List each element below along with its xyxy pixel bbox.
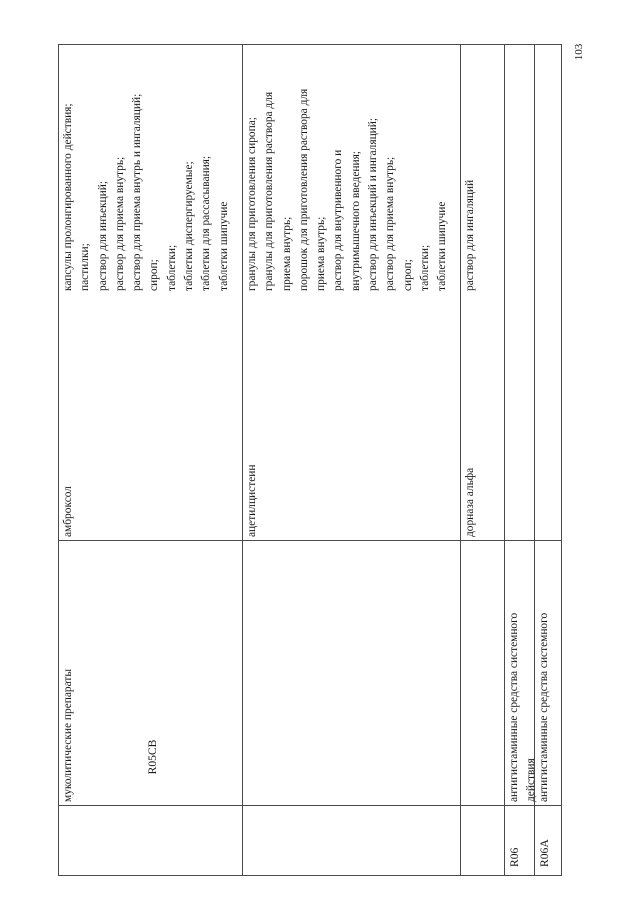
dosage-form-line: гранулы для приготовления сиропа;: [246, 117, 258, 291]
dosage-form-line: раствор для внутривенного и: [332, 149, 345, 291]
table-divider: [534, 44, 535, 876]
dosage-form-line: раствор для ингаляций: [464, 179, 476, 291]
atc-code-r06: R06: [508, 847, 521, 867]
group-name-line: действия: [525, 758, 538, 802]
page-number: 103: [573, 43, 585, 61]
dosage-form-line: приема внутрь;: [280, 216, 293, 291]
dosage-forms-ambroxol: [58, 44, 242, 294]
dosage-form-line: приема внутрь;: [315, 216, 328, 291]
dosage-form-line: таблетки шипучие: [217, 201, 230, 291]
drug-name-ambroxol: амброксол: [62, 486, 74, 537]
group-name-r06: [504, 540, 538, 805]
dosage-form-line: раствор для инъекций и ингаляций;: [367, 117, 380, 291]
dosage-form-line: раствор для приема внутрь;: [384, 156, 397, 291]
dosage-form-line: таблетки;: [165, 244, 178, 291]
dosage-form-line: сироп;: [148, 259, 161, 291]
dosage-form-line: пастилки;: [79, 243, 92, 291]
table-divider: [58, 540, 562, 541]
group-name-line: антигистаминные средства системного: [508, 612, 520, 802]
table-divider: [504, 44, 505, 876]
dosage-form-line: таблетки для рассасывания;: [200, 155, 213, 291]
dosage-form-line: внутримышечного введения;: [349, 151, 362, 291]
dosage-form-line: таблетки диспергируемые;: [183, 161, 196, 291]
drug-name-dornase-alfa: дорназа альфа: [464, 467, 476, 537]
dosage-form-line: таблетки;: [418, 244, 431, 291]
dosage-forms-acetylcysteine: [242, 44, 460, 294]
drug-name-acetylcysteine: ацетилцистеин: [246, 464, 258, 537]
dosage-form-line: сироп;: [401, 259, 414, 291]
group-name-r06a: [534, 540, 562, 805]
dosage-form-line: таблетки шипучие: [436, 201, 449, 291]
dosage-form-line: капсулы пролонгированного действия;: [62, 103, 74, 291]
dosage-form-line: раствор для приема внутрь;: [113, 156, 126, 291]
atc-code-r05cb: R05CB: [146, 739, 159, 775]
dosage-form-line: порошок для приготовления раствора для: [297, 88, 310, 291]
dosage-form-line: раствор для инъекций;: [96, 180, 109, 291]
dosage-form-line: раствор для приема внутрь и ингаляций;: [131, 93, 144, 291]
group-name-line: антигистаминные средства системного: [538, 612, 550, 802]
dosage-forms-dornase-alfa: [460, 44, 504, 294]
table-divider: [58, 805, 562, 806]
atc-code-r06a: R06A: [538, 839, 551, 867]
group-name-r05cb: муколитические препараты: [62, 669, 74, 802]
dosage-form-line: гранулы для приготовления раствора для: [263, 91, 276, 291]
